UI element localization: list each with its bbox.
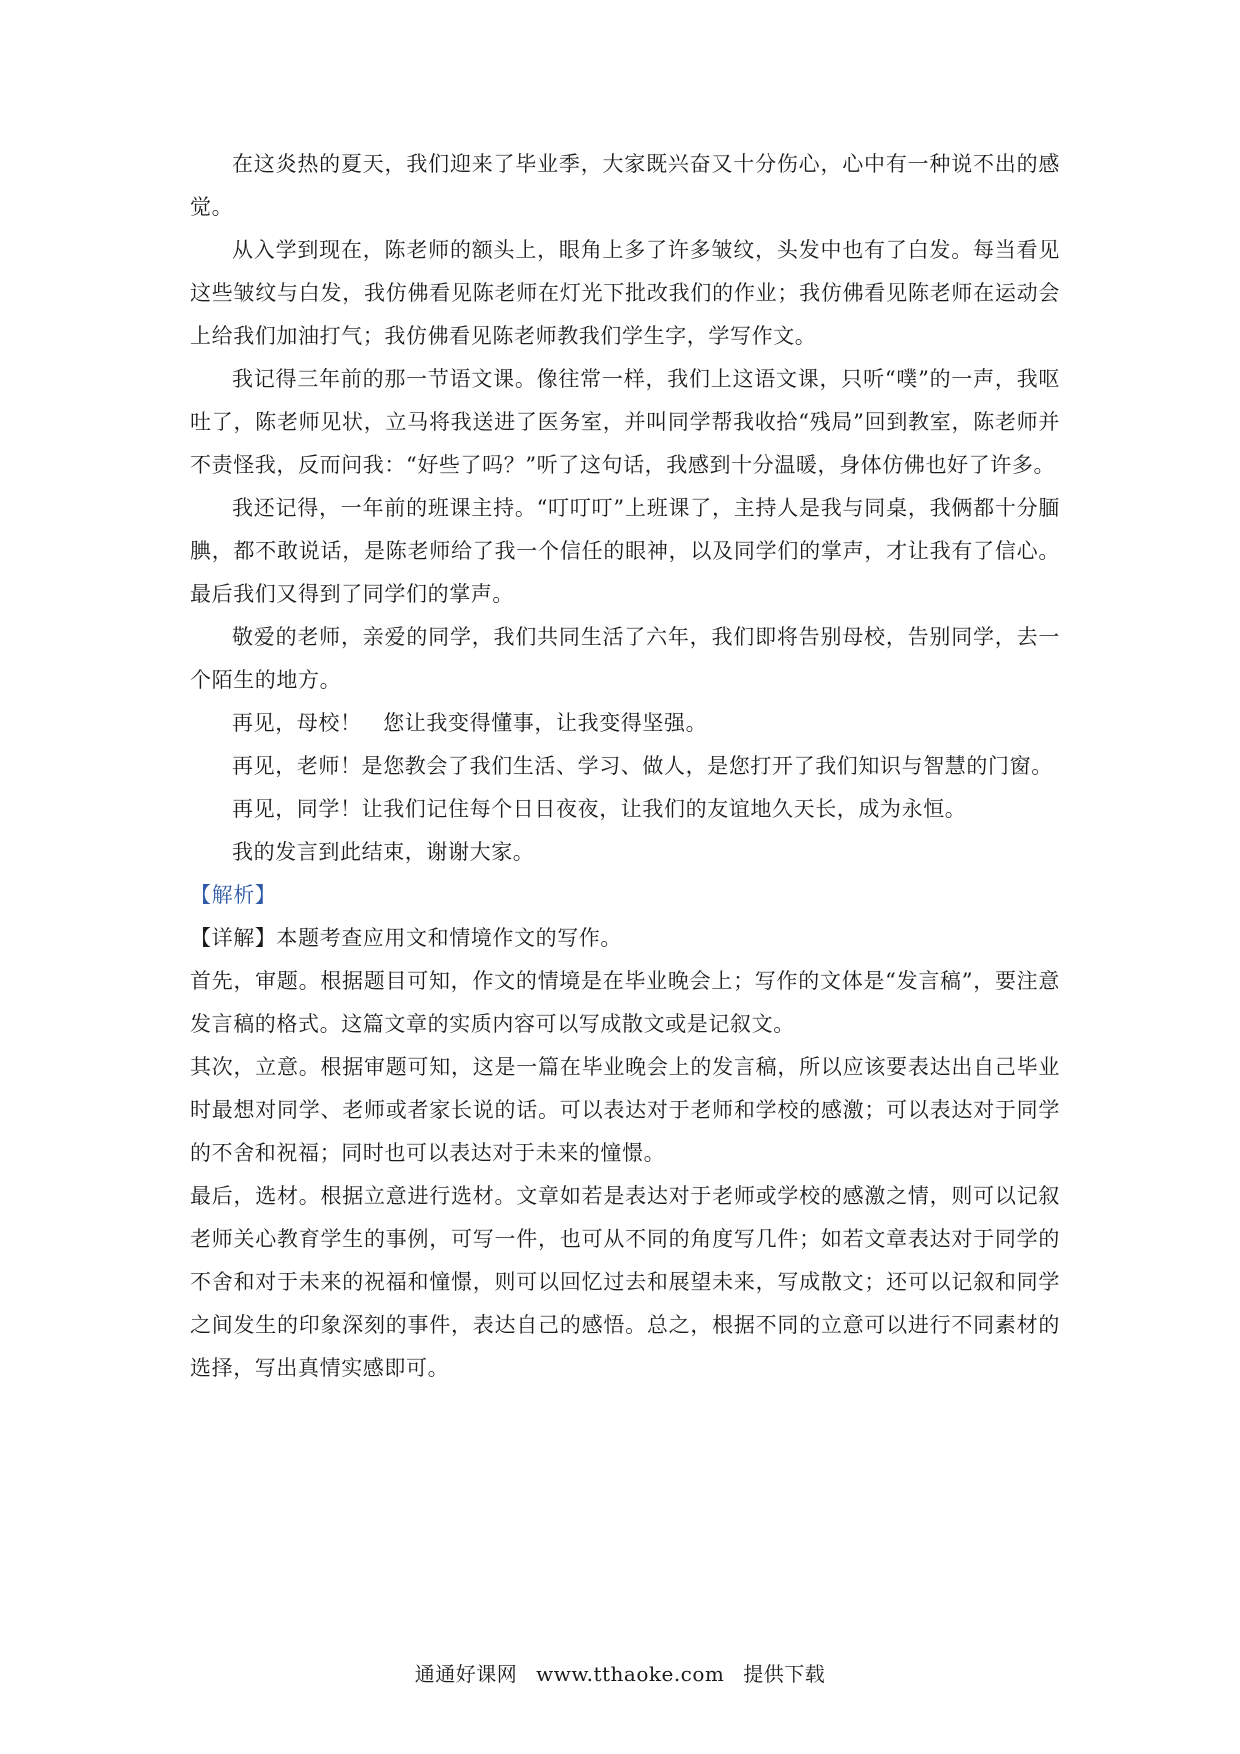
footer-site-name: 通通好课网 (414, 1662, 518, 1686)
detail-heading: 【详解】本题考查应用文和情境作文的写作。 (190, 926, 622, 950)
page-footer (0, 1658, 1240, 1687)
analysis-paragraph: 最后，选材。根据立意进行选材。文章如若是表达对于老师或学校的感激之情，则可以记叙老师关心教育学生的事例，可写一件，也可从不同的角度写几件；如若文章表达对于同学的不舍和对于未来的祝福和憧憬，则可以回忆过去和展望未来，写成散文；还可以记叙和同学之间发生的印象深刻的事件，表达自己的感悟。总之，根据不同的立意可以进行不同素材的选择，写出真情实感即可。 (190, 1184, 1060, 1380)
analysis-section (190, 874, 1060, 1390)
essay-paragraph: 我的发言到此结束，谢谢大家。 (232, 840, 535, 864)
essay-paragraph: 再见，同学！让我们记住每个日日夜夜，让我们的友谊地久天长，成为永恒。 (232, 797, 967, 821)
analysis-heading: 【解析】 (190, 883, 277, 907)
essay-paragraph: 我记得三年前的那一节语文课。像往常一样，我们上这语文课，只听“噗”的一声，我呕吐了，陈老师见状，立马将我送进了医务室，并叫同学帮我收拾“残局”回到教室，陈老师并不责怪我，反而问我：“好些了吗？”听了这句话，我感到十分温暖，身体仿佛也好了许多。 (190, 367, 1060, 477)
essay-paragraph: 再见，老师！是您教会了我们生活、学习、做人，是您打开了我们知识与智慧的门窗。 (232, 754, 1053, 778)
analysis-paragraph: 首先，审题。根据题目可知，作文的情境是在毕业晚会上；写作的文体是“发言稿”，要注意发言稿的格式。这篇文章的实质内容可以写成散文或是记叙文。 (190, 969, 1060, 1036)
footer-suffix: 提供下载 (743, 1662, 826, 1686)
analysis-paragraph: 其次，立意。根据审题可知，这是一篇在毕业晚会上的发言稿，所以应该要表达出自己毕业时最想对同学、老师或者家长说的话。可以表达对于老师和学校的感激；可以表达对于同学的不舍和祝福；同时也可以表达对于未来的憧憬。 (190, 1055, 1060, 1165)
essay-paragraph: 敬爱的老师，亲爱的同学，我们共同生活了六年，我们即将告别母校，告别同学，去一个陌生的地方。 (190, 625, 1060, 692)
essay-paragraph: 从入学到现在，陈老师的额头上，眼角上多了许多皱纹，头发中也有了白发。每当看见这些皱纹与白发，我仿佛看见陈老师在灯光下批改我们的作业；我仿佛看见陈老师在运动会上给我们加油打气；我仿佛看见陈老师教我们学生字，学写作文。 (190, 238, 1060, 348)
essay-paragraph: 再见，母校！ 您让我变得懂事，让我变得坚强。 (232, 711, 708, 735)
essay-paragraph: 在这炎热的夏天，我们迎来了毕业季，大家既兴奋又十分伤心，心中有一种说不出的感觉。 (190, 152, 1060, 219)
footer-url[interactable]: www.tthaoke.com (536, 1662, 725, 1686)
document-body (190, 143, 1060, 1390)
essay-paragraph: 我还记得，一年前的班课主持。“叮叮叮”上班课了，主持人是我与同桌，我俩都十分腼腆，都不敢说话，是陈老师给了我一个信任的眼神，以及同学们的掌声，才让我有了信心。最后我们又得到了同学们的掌声。 (190, 496, 1060, 606)
essay-section (190, 143, 1060, 874)
